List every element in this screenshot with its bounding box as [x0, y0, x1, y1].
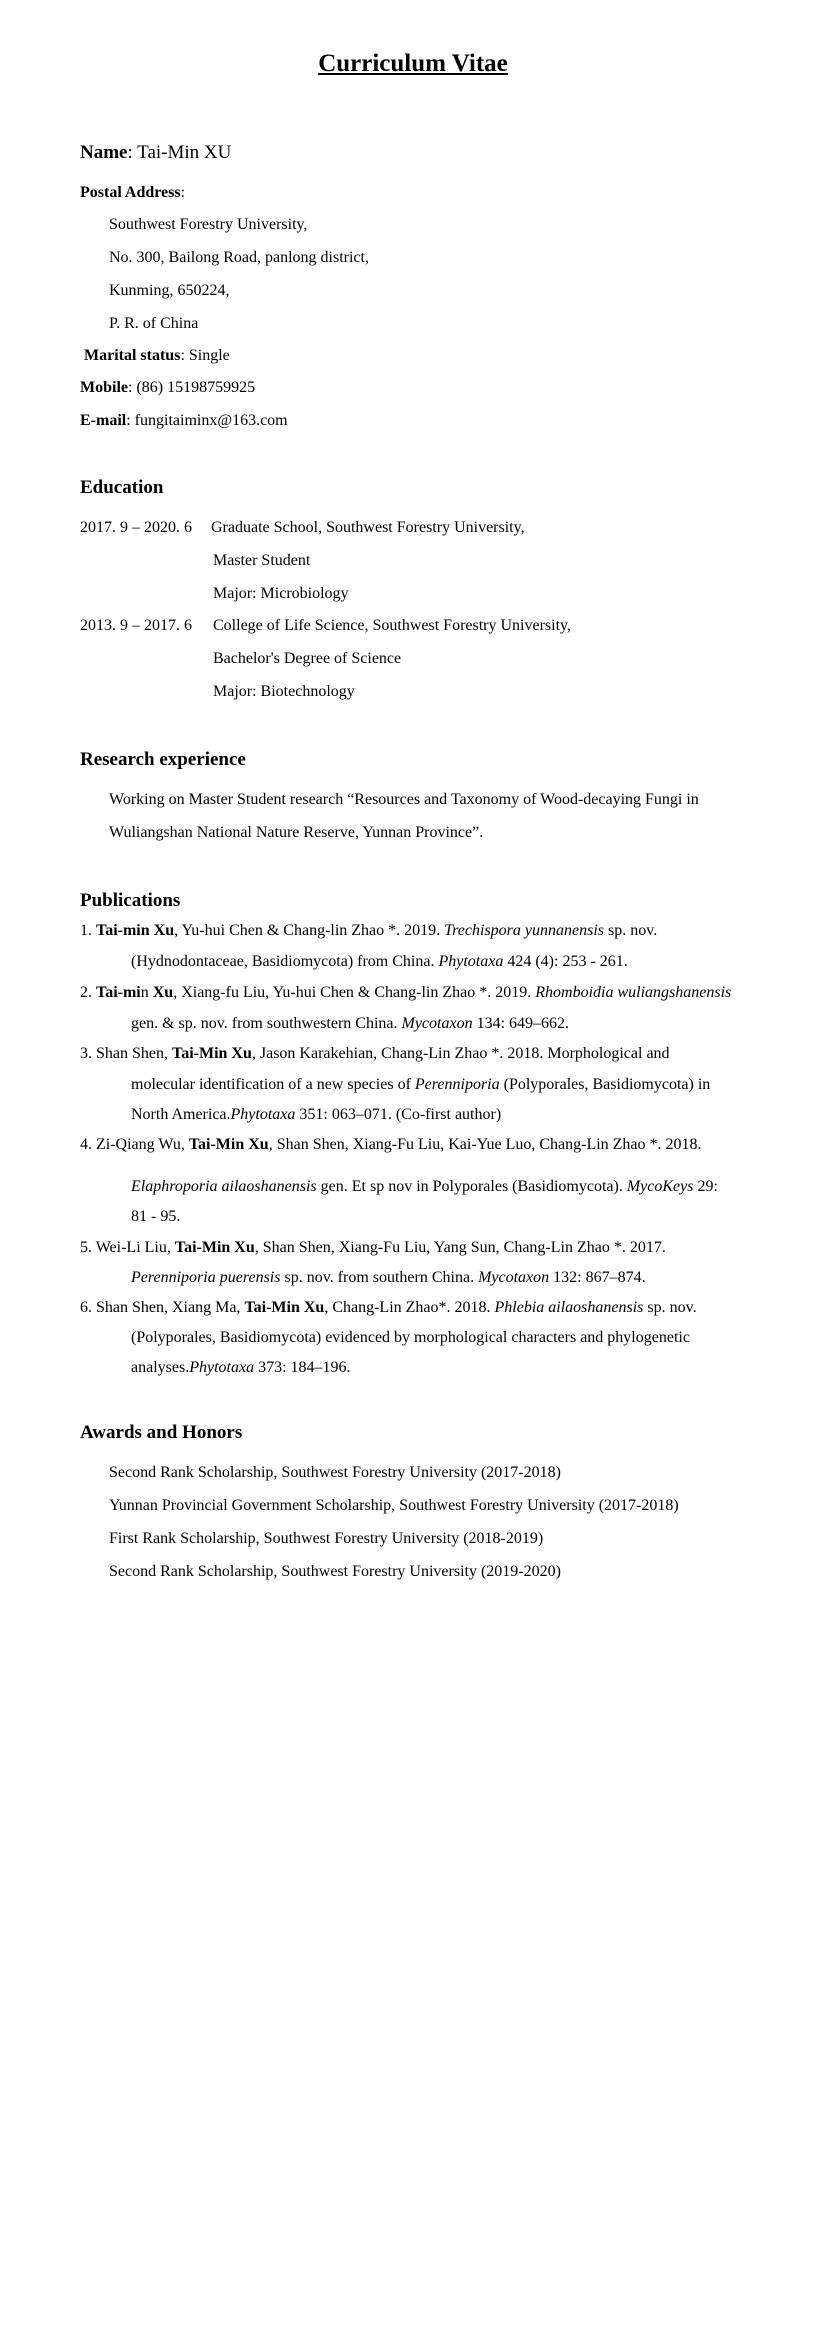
research-text: Working on Master Student research “Resources and Taxonomy of Wood-decaying Fungi in [109, 791, 699, 808]
research-text: Wuliangshan National Nature Reserve, Yunnan Province”. [109, 824, 484, 841]
publication-item: 3. Shan Shen, Tai-Min Xu, Jason Karakehian, Chang-Lin Zhao *. 2018. Morphological and [80, 1045, 670, 1062]
publication-line: (Polyporales, Basidiomycota) evidenced by morphological characters and phylogenetic [131, 1329, 690, 1346]
address-line: Kunming, 650224, [109, 282, 230, 299]
award-item: Second Rank Scholarship, Southwest Forestry University (2017-2018) [109, 1464, 561, 1481]
name-value: Tai-Min XU [137, 142, 232, 163]
publication-line: 81 ‑ 95. [131, 1208, 181, 1225]
education-institution: Graduate School, Southwest Forestry University, [211, 519, 525, 536]
marital-value: Single [188, 347, 230, 364]
postal-label: Postal Address [80, 184, 181, 201]
publication-line: Elaphroporia ailaoshanensis gen. Et sp nov in Polyporales (Basidiomycota). MycoKeys 29: [131, 1178, 718, 1195]
education-major: Major: Biotechnology [213, 683, 355, 700]
mobile-label: Mobile [80, 379, 128, 396]
marital-label: Marital status [84, 347, 181, 364]
publication-line: (Hydnodontaceae, Basidiomycota) from China. Phytotaxa 424 (4): 253 ‑ 261. [131, 953, 628, 970]
publication-line: Perenniporia puerensis sp. nov. from southern China. Mycotaxon 132: 867–874. [131, 1269, 646, 1286]
marital-line: Marital status: Single [84, 347, 230, 364]
education-institution: College of Life Science, Southwest Forestry University, [213, 617, 571, 634]
publication-item: 4. Zi-Qiang Wu, Tai-Min Xu, Shan Shen, Xiang-Fu Liu, Kai-Yue Luo, Chang-Lin Zhao *. 2018. [80, 1136, 702, 1153]
mobile-value: (86) 15198759925 [136, 379, 256, 396]
address-line: P. R. of China [109, 315, 199, 332]
award-item: First Rank Scholarship, Southwest Forestry University (2018-2019) [109, 1530, 544, 1547]
research-heading: Research experience [80, 749, 246, 770]
email-line: E-mail: fungitaiminx@163.com [80, 412, 288, 429]
education-degree: Master Student [213, 552, 311, 569]
publications-heading: Publications [80, 890, 181, 911]
address-line: No. 300, Bailong Road, panlong district, [109, 249, 369, 266]
postal-line: Postal Address: [80, 184, 186, 201]
award-item: Second Rank Scholarship, Southwest Forestry University (2019-2020) [109, 1563, 561, 1580]
publication-line: gen. & sp. nov. from southwestern China. Mycotaxon 134: 649–662. [131, 1015, 570, 1032]
email-value: fungitaiminx@163.com [134, 412, 288, 429]
awards-heading: Awards and Honors [80, 1422, 243, 1443]
publication-item: 6. Shan Shen, Xiang Ma, Tai-Min Xu, Chang-Lin Zhao*. 2018. Phlebia ailaoshanensis sp. nov. [80, 1299, 697, 1316]
mobile-line: Mobile: (86) 15198759925 [80, 379, 256, 396]
publication-line: analyses.Phytotaxa 373: 184–196. [131, 1359, 351, 1376]
publication-line: North America.Phytotaxa 351: 063–071. (Co-first author) [131, 1106, 502, 1123]
page-title: Curriculum Vitae [318, 50, 508, 77]
name-line: Name: Tai-Min XU [80, 142, 232, 163]
education-heading: Education [80, 477, 164, 498]
education-dates: 2013. 9 – 2017. 6 [80, 617, 192, 634]
email-label: E-mail [80, 412, 127, 429]
publication-item: 5. Wei-Li Liu, Tai-Min Xu, Shan Shen, Xiang-Fu Liu, Yang Sun, Chang-Lin Zhao *. 2017. [80, 1239, 666, 1256]
name-label: Name [80, 142, 128, 163]
address-line: Southwest Forestry University, [109, 216, 308, 233]
publication-item: 1. Tai-min Xu, Yu-hui Chen & Chang-lin Zhao *. 2019. Trechispora yunnanensis sp. nov. [80, 922, 658, 939]
education-degree: Bachelor's Degree of Science [213, 650, 402, 667]
publication-line: molecular identification of a new species of Perenniporia (Polyporales, Basidiomycota) in [131, 1076, 711, 1093]
education-dates: 2017. 9 – 2020. 6 [80, 519, 192, 536]
education-major: Major: Microbiology [213, 585, 349, 602]
award-item: Yunnan Provincial Government Scholarship, Southwest Forestry University (2017-2018) [109, 1497, 679, 1514]
publication-item: 2. Tai-min Xu, Xiang-fu Liu, Yu-hui Chen & Chang-lin Zhao *. 2019. Rhomboidia wuliangshanensis [80, 984, 732, 1001]
